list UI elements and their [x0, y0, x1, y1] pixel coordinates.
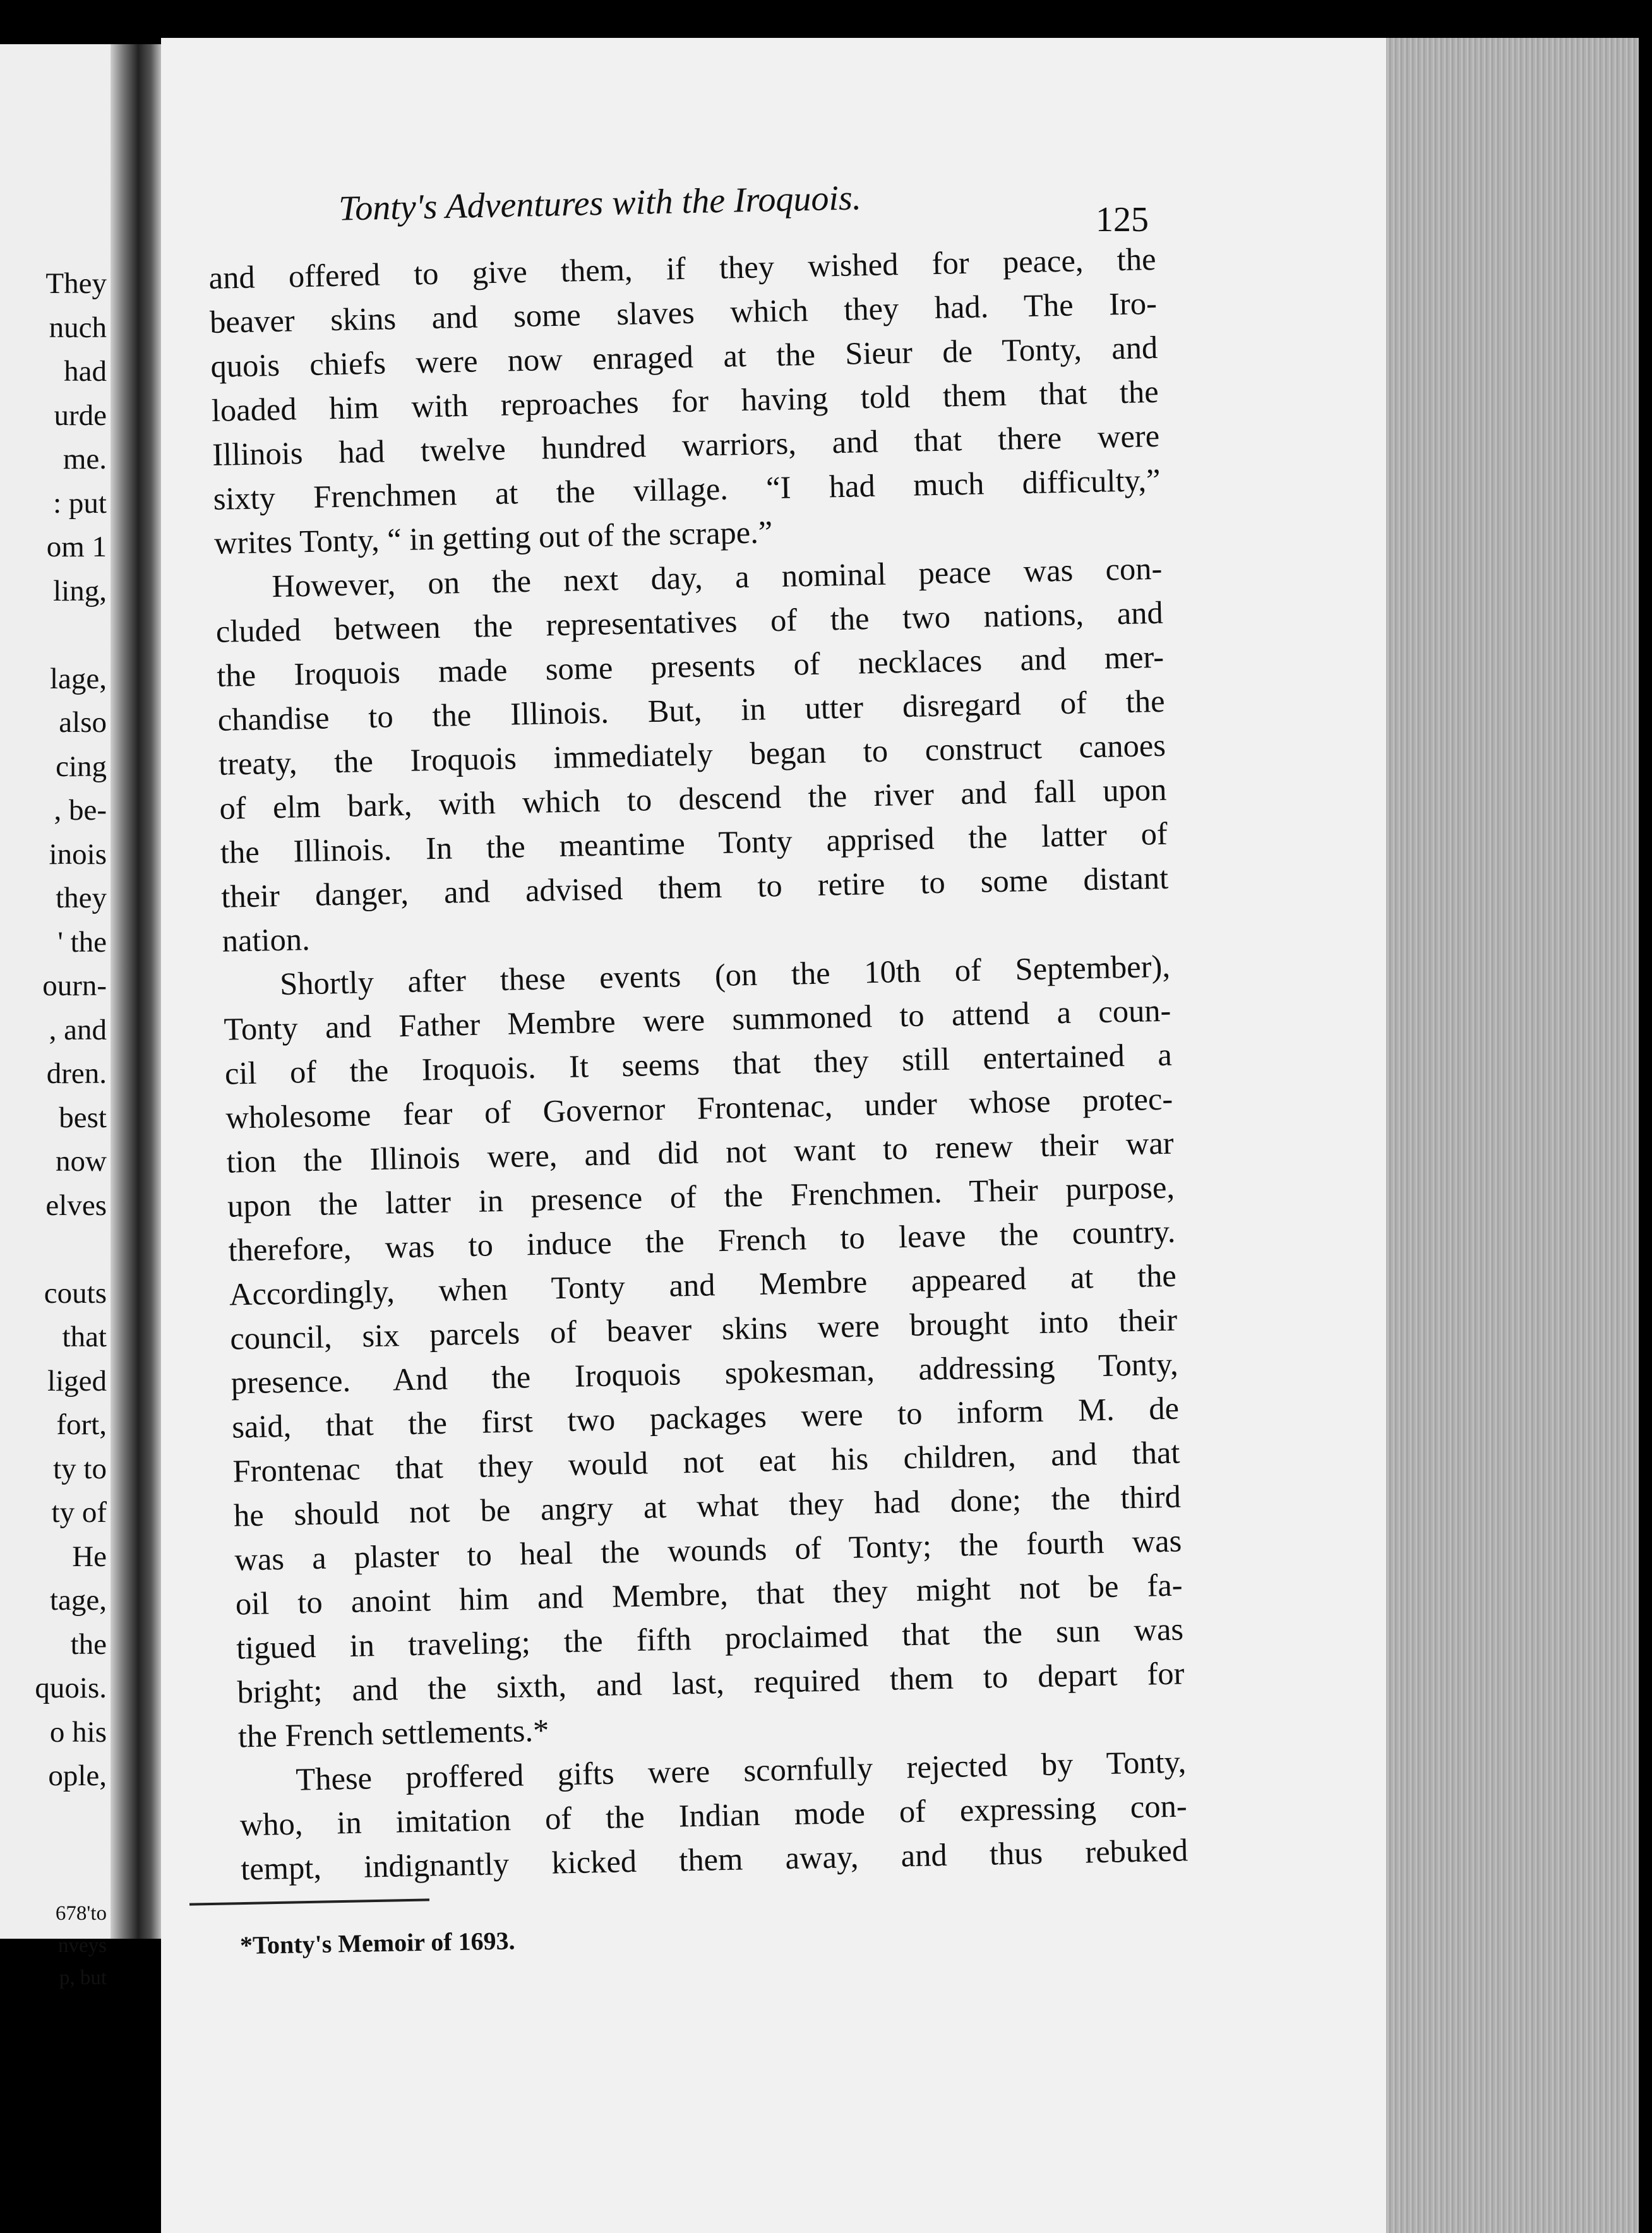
- text-line: Illinois had twelve hundred warriors, and that there were: [212, 417, 1160, 472]
- text-line: tion the Illinois were, and did not want to renew their war: [226, 1125, 1175, 1180]
- running-title: Tonty's Adventures with the Iroquois.: [338, 178, 862, 229]
- text-line: therefore, was to induce the French to leave the country.: [228, 1213, 1176, 1268]
- text-line: oil to anoint him and Membre, that they might not be fa-: [235, 1567, 1183, 1622]
- right-border: [1639, 0, 1652, 2233]
- body-text: [208, 237, 1188, 1891]
- page-stack-edges: [1386, 38, 1639, 2233]
- text-line: he should not be angry at what they had done; the third: [233, 1478, 1182, 1533]
- left-page-edge-text: They nuch had urde me. : put om 1 ling, lage, also cing , be- inois they ' the ourn- , and dren. best now elves couts that liged fort, ty to ty of He tage, the quois. o his ople,: [35, 267, 107, 1792]
- book-gutter: [111, 44, 161, 1939]
- text-line: sixty Frenchmen at the village. “I had much difficulty,”: [213, 462, 1161, 517]
- text-line: was a plaster to heal the wounds of Tonty; the fourth was: [234, 1523, 1182, 1577]
- footnote: *Tonty's Memoir of 1693.: [239, 1926, 515, 1960]
- text-line: their danger, and advised them to retire to some distant: [220, 859, 1169, 914]
- text-line: chandise to the Illinois. But, in utter disregard of the: [217, 683, 1166, 738]
- text-line: Frontenac that they would not eat his children, and that: [232, 1434, 1180, 1489]
- text-line: cil of the Iroquois. It seems that they still entertained a: [224, 1036, 1173, 1091]
- left-facing-page: [0, 44, 111, 1989]
- text-line: treaty, the Iroquois immediately began to construct canoes: [218, 727, 1166, 782]
- text-line: Shortly after these events (on the 10th of September),: [279, 948, 1171, 1002]
- text-line: the Iroquois made some presents of necklaces and mer-: [216, 638, 1164, 693]
- text-line: quois chiefs were now enraged at the Sieur de Tonty, and: [210, 329, 1158, 384]
- text-line: However, on the next day, a nominal peace was con-: [271, 550, 1163, 604]
- text-line: who, in imitation of the Indian mode of expressing con-: [239, 1788, 1188, 1843]
- text-line: writes Tonty, “ in getting out of the scrape.”: [213, 514, 773, 561]
- text-line: upon the latter in presence of the Frenchmen. Their purpose,: [227, 1169, 1175, 1224]
- text-line: These proffered gifts were scornfully rejected by Tonty,: [295, 1744, 1187, 1797]
- text-line: said, that the first two packages were to inform M. de: [231, 1390, 1180, 1445]
- text-line: tempt, indignantly kicked them away, and thus rebuked: [240, 1832, 1188, 1887]
- text-line: bright; and the sixth, and last, required them to depart for: [237, 1655, 1185, 1710]
- text-line: Tonty and Father Membre were summoned to attend a coun-: [224, 992, 1171, 1047]
- text-line: wholesome fear of Governor Frontenac, under whose protec-: [225, 1081, 1173, 1135]
- page-number: 125: [1096, 200, 1149, 239]
- text-line: council, six parcels of beaver skins were brought into their: [229, 1302, 1178, 1356]
- text-line: nation.: [222, 921, 311, 959]
- text-line: loaded him with reproaches for having told them that the: [211, 373, 1159, 428]
- text-line: and offered to give them, if they wished for peace, the: [208, 241, 1156, 296]
- text-line: of elm bark, with which to descend the river and fall upon: [218, 771, 1167, 826]
- text-line: the Illinois. In the meantime Tonty apprised the latter of: [220, 815, 1168, 870]
- text-line: tigued in traveling; the fifth proclaimed that the sun was: [236, 1611, 1184, 1666]
- left-page-edge-notes: 678'to nveys p, but: [55, 1902, 107, 1989]
- text-line: cluded between the representatives of the two nations, and: [215, 594, 1164, 649]
- text-line: Accordingly, when Tonty and Membre appeared at the: [229, 1257, 1177, 1312]
- text-line: the French settlements.*: [237, 1712, 549, 1754]
- text-line: presence. And the Iroquois spokesman, addressing Tonty,: [230, 1346, 1179, 1401]
- text-line: beaver skins and some slaves which they had. The Iro-: [209, 285, 1158, 340]
